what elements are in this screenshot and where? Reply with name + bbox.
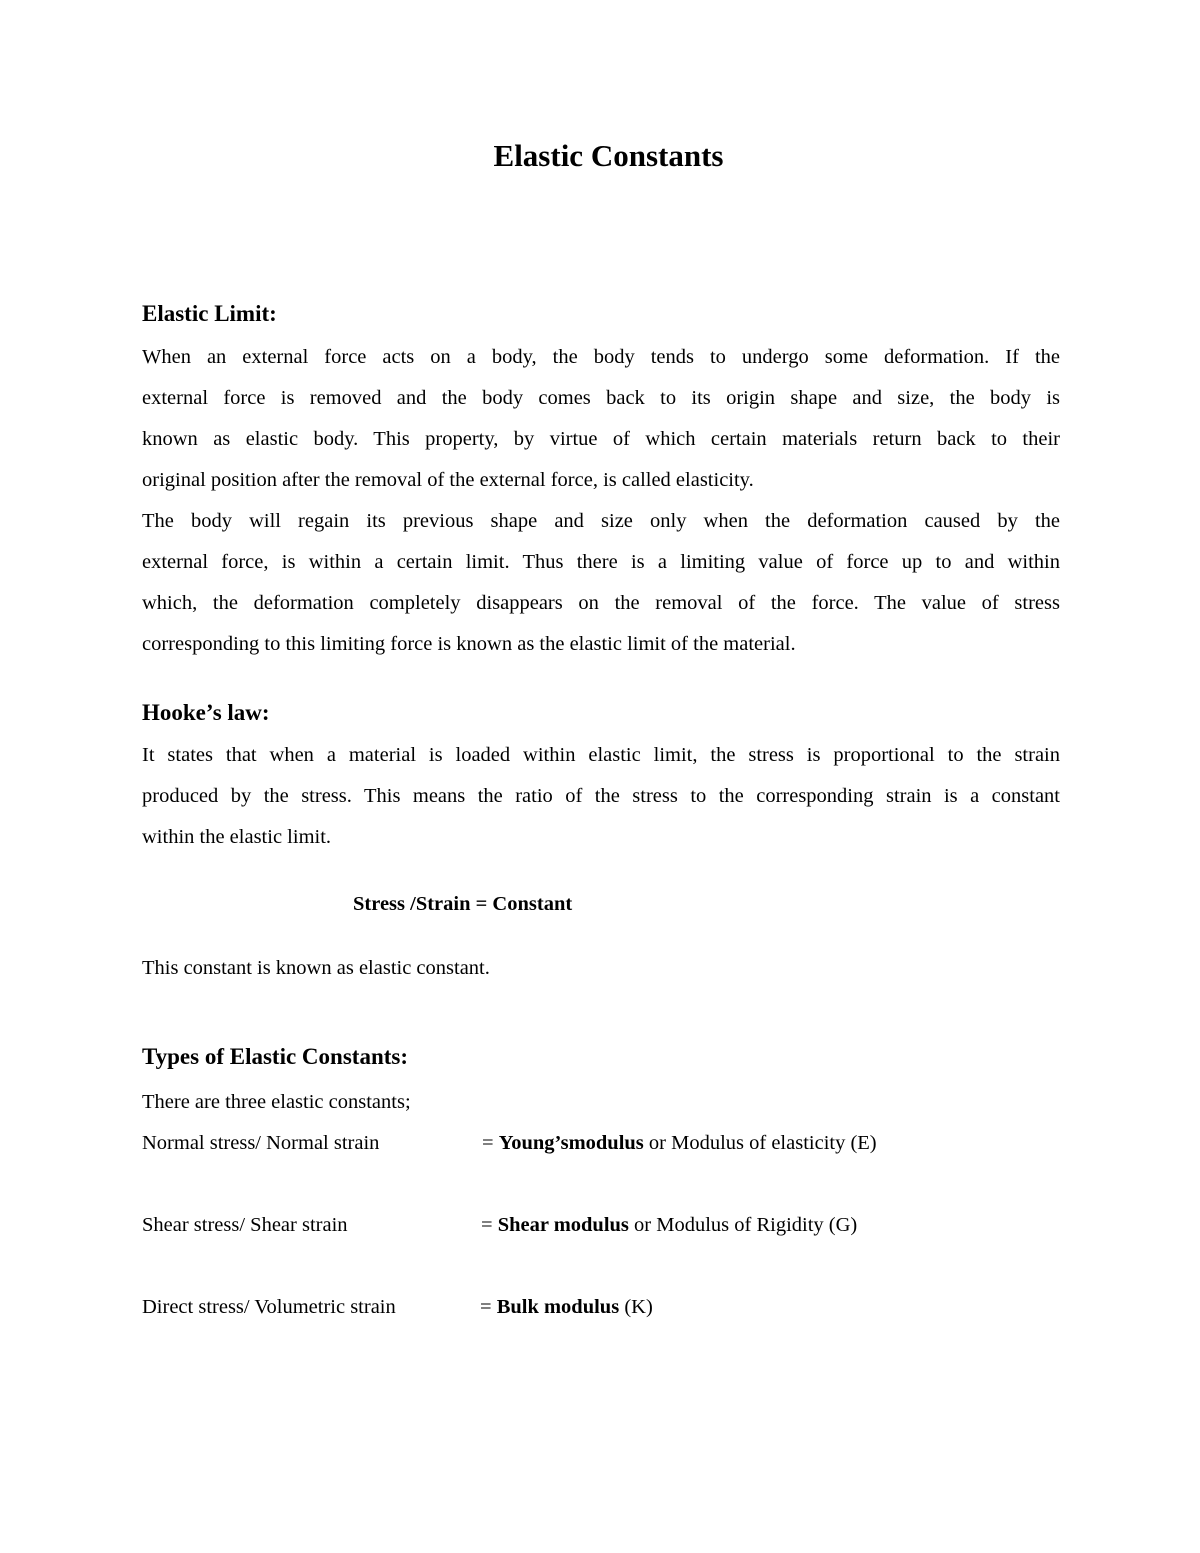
equals-sign: = (481, 1214, 498, 1236)
text-line: produced by the stress. This means the ratio of the stress to the corresponding strain is a constant (142, 785, 1060, 807)
text-line: known as elastic body. This property, by virtue of which certain materials return back to their (142, 428, 1060, 450)
text-line: which, the deformation completely disappears on the removal of the force. The value of stress (142, 592, 1060, 614)
constant-alt-name: or Modulus of Rigidity (G) (628, 1214, 858, 1236)
section-heading-elastic-limit: Elastic Limit: (142, 301, 277, 326)
constant-definition (482, 1125, 877, 1161)
constant-name: Shear modulus (497, 1214, 629, 1236)
section-heading-types: Types of Elastic Constants: (142, 1044, 409, 1069)
text-line: original position after the removal of the external force, is called elasticity. (142, 469, 754, 491)
text-line: within the elastic limit. (142, 826, 332, 848)
stress-strain-equation: Stress /Strain = Constant (353, 893, 573, 915)
constant-name: Bulk modulus (496, 1296, 620, 1318)
paragraph-elastic-limit (142, 501, 1060, 665)
types-intro: There are three elastic constants; (142, 1091, 411, 1113)
text-line: The body will regain its previous shape and size only when the deformation caused by the (142, 510, 1060, 532)
constant-definition (480, 1289, 653, 1325)
text-line: When an external force acts on a body, the body tends to undergo some deformation. If the (142, 346, 1060, 368)
text-line: It states that when a material is loaded within elastic limit, the stress is proportional to the strain (142, 744, 1060, 766)
ratio-label: Normal stress/ Normal strain (142, 1132, 380, 1154)
ratio-label: Shear stress/ Shear strain (142, 1214, 348, 1236)
constant-definition (481, 1207, 857, 1243)
constant-row-shear-modulus (142, 1207, 1062, 1243)
text-line: corresponding to this limiting force is known as the elastic limit of the material. (142, 633, 796, 655)
paragraph-hookes-law (142, 735, 1060, 858)
constant-alt-name: (K) (619, 1296, 653, 1318)
constant-row-youngs-modulus (142, 1125, 1062, 1161)
section-heading-hookes-law: Hooke’s law: (142, 700, 270, 725)
constant-name: Young’smodulus (498, 1132, 644, 1154)
document-title: Elastic Constants (493, 138, 724, 173)
elastic-constant-note: This constant is known as elastic constant. (142, 957, 490, 979)
constant-row-bulk-modulus (142, 1289, 1062, 1325)
equals-sign: = (480, 1296, 497, 1318)
paragraph-elasticity-definition (142, 337, 1060, 501)
constant-alt-name: or Modulus of elasticity (E) (643, 1132, 877, 1154)
text-line: external force is removed and the body comes back to its origin shape and size, the body is (142, 387, 1060, 409)
equals-sign: = (482, 1132, 499, 1154)
ratio-label: Direct stress/ Volumetric strain (142, 1296, 396, 1318)
text-line: external force, is within a certain limit. Thus there is a limiting value of force up to and within (142, 551, 1060, 573)
